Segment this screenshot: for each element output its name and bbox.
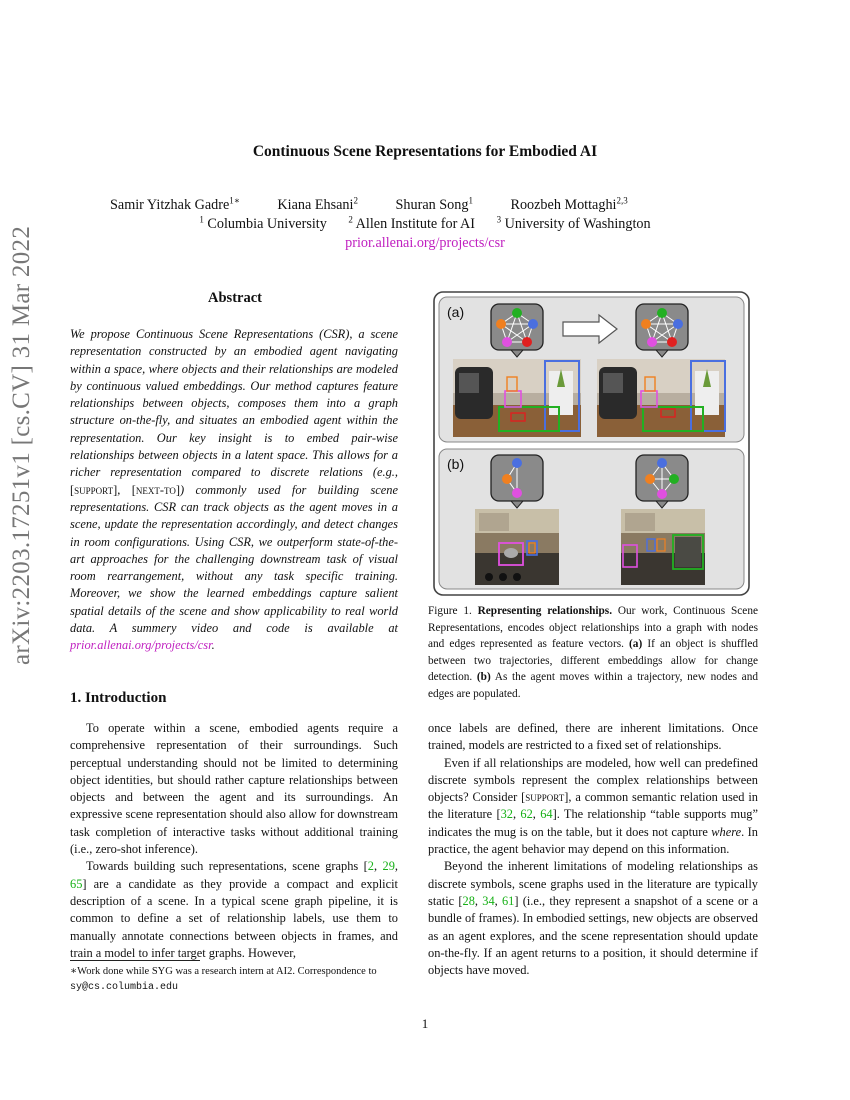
abstract-body: We propose Continuous Scene Representations (CSR), a scene representation constructed by an embodied agent navigating within a space, where objects and their relationships are modeled by continuous valued embeddings. Our method captures feature relationships between objects, composes them into a graph structure on-the-fly, and situates an embodied agent within the representation. Our key insight is to embed pair-wise relationships between objects in a latent space. This allows for a richer representation compared to discrete relations (e.g., [support], [next-to]) commonly used for building scene representations. CSR can track objects as the agent moves in a scene, update the representation accordingly, and detect changes in room configurations. Using CSR, we outperform state-of-the-art approaches for the challenging downstream task of visual room rearrangement, without any task specific training. Moreover, we show the learned embeddings capture salient spatial details of the scene and show applicability to real world data. A summery video and code is available at prior.allenai.org/projects/csr. [70, 327, 398, 653]
arxiv-stamp: arXiv:2203.17251v1 [cs.CV] 31 Mar 2022 [8, 225, 35, 665]
paragraph: Even if all relationships are modeled, how well can predefined discrete symbols represent the complex relationships between objects? Consider [support], a common semantic relation used in the literature [32, 62, 64]. The relationship “table supports mug” indicates the mug is on the table, but it does not capture where. In practice, the agent behavior may depend on this information. [428, 755, 758, 857]
intro-right-column [428, 720, 758, 979]
author: Roozbeh Mottaghi$^{2,3}$ [510, 195, 628, 213]
abstract-url-link[interactable]: prior.allenai.org/projects/csr [70, 638, 212, 653]
citation-link[interactable]: 64 [540, 807, 553, 822]
figure-1 [433, 291, 750, 596]
panel-a-label: (a) [447, 304, 465, 320]
author: Samir Yitzhak Gadre$^{1∗}$ [110, 195, 240, 213]
paragraph: Beyond the inherent limitations of modeling relationships as discrete symbols, scene graphs used in the literature are typically static [28, 34, 61] (i.e., they represent a snapshot of a scene or a bundle of frames). In embodied settings, new objects are observed as an agent explores, and the scene representation should update on-the-fly. If an agent returns to a position, it should determine if objects have moved. [428, 859, 758, 978]
author: Shuran Song$^1$ [395, 195, 473, 213]
footnote-rule [70, 960, 200, 961]
scene-photo-a-left [453, 359, 581, 437]
footnote: ∗Work done while SYG was a research intern at AI2. Correspondence to sy@cs.columbia.edu [70, 966, 377, 993]
citation-link[interactable]: 32 [500, 807, 513, 822]
page-number: 1 [421, 1016, 429, 1031]
affiliation: $^2$ Allen Institute for AI [348, 214, 476, 232]
citation-link[interactable]: 65 [70, 876, 83, 891]
paragraph: To operate within a scene, embodied agents require a comprehensive representation of their surroundings. Such perceptual understanding should not be limited to determining object identities, but should rather capture relationships between objects and between the agent and its surroundings. An expressive scene representation should also allow for downstream task completion of interactive tasks without additional training (i.e., zero-shot inference). [70, 721, 398, 857]
email-link[interactable]: sy@cs.columbia.edu [70, 982, 179, 993]
author: Kiana Ehsani$^2$ [277, 195, 358, 213]
affiliation: $^3$ University of Washington [496, 214, 651, 232]
citation-link[interactable]: 2 [367, 859, 374, 874]
figure-1-caption: Figure 1. Representing relationships. Our work, Continuous Scene Representations, encodes object relationships into a graph with nodes and edges represented as feature vectors. (a) If an object is shuffled between two trajectories, different embeddings allow for change detection. (b) As the agent moves within a trajectory, new nodes and edges are populated. [428, 605, 758, 700]
citation-link[interactable]: 62 [520, 807, 533, 822]
paper-title: Continuous Scene Representations for Embodied AI [252, 143, 598, 160]
project-url-link[interactable]: prior.allenai.org/projects/csr [345, 235, 505, 251]
paragraph: once labels are defined, there are inherent limitations. Once trained, models are restricted to a fixed set of relationships. [428, 721, 758, 753]
paragraph: Towards building such representations, scene graphs [2, 29, 65] are a candidate as they provide a compact and explicit description of a scene. In a typical scene graph pipeline, it is common to define a set of relationship labels, use them to manually annotate connections between objects in frames, and train a model to infer target graphs. However, [70, 859, 398, 960]
abstract-heading: Abstract [208, 290, 262, 306]
scene-photo-a-right [597, 359, 725, 437]
scene-photo-b-right [621, 509, 705, 585]
citation-link[interactable]: 29 [382, 859, 395, 874]
scene-photo-b-left [475, 509, 559, 585]
citation-link[interactable]: 61 [501, 893, 515, 908]
figure-1-graphic [433, 291, 750, 596]
intro-left-column [70, 720, 398, 962]
citation-link[interactable]: 34 [482, 893, 495, 908]
affiliation: $^1$ Columbia University [199, 214, 327, 232]
section-heading-introduction: 1. Introduction [70, 690, 167, 706]
affiliations [0, 214, 850, 233]
panel-b-label: (b) [447, 456, 465, 472]
author-list [110, 195, 662, 214]
citation-link[interactable]: 28 [462, 893, 475, 908]
